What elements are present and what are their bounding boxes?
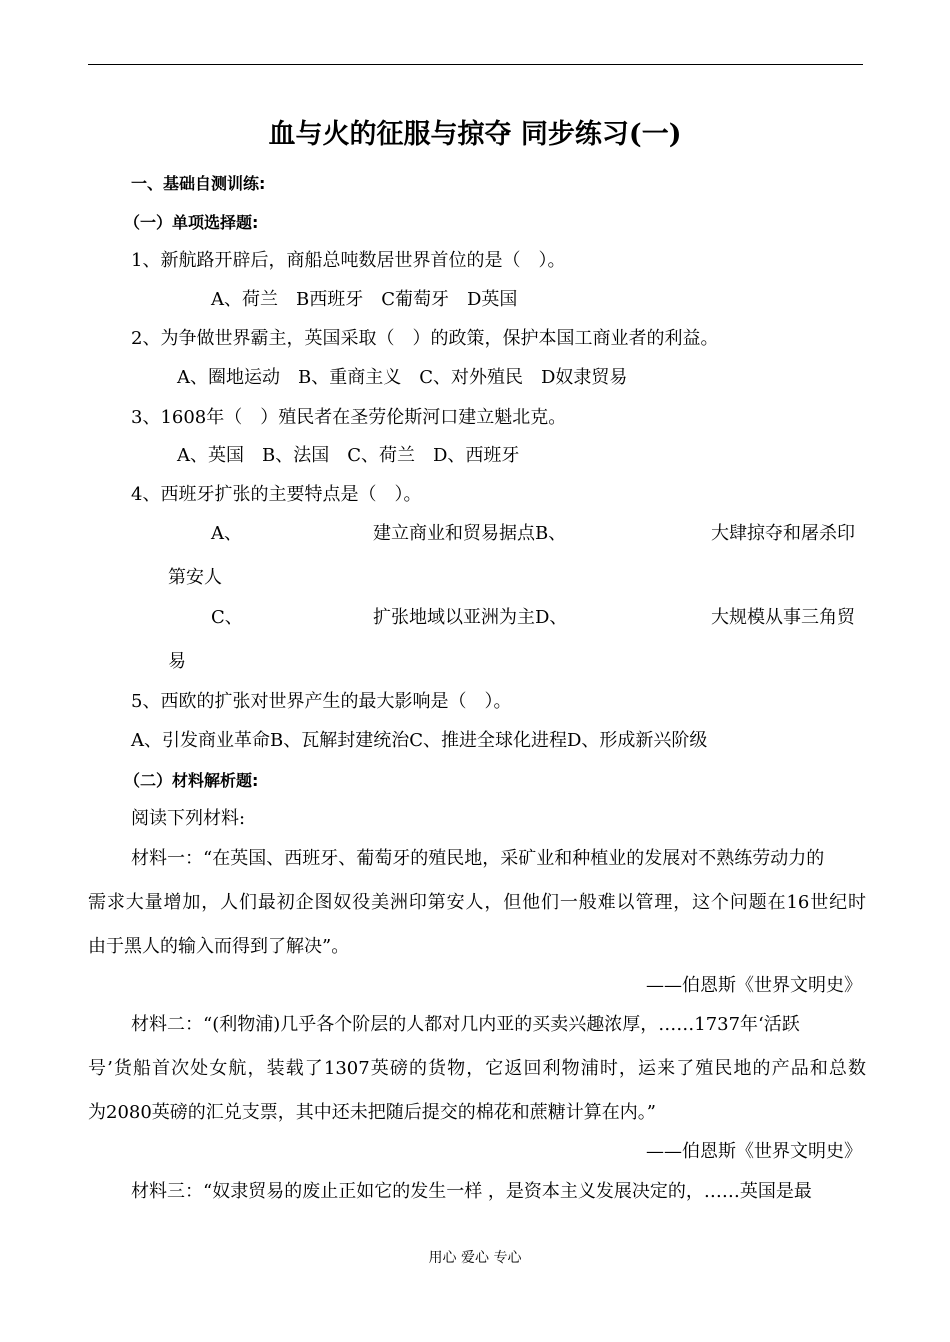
part-heading-choice: （一）单项选择题: — [124, 213, 259, 232]
question-4-option-a: 建立商业和贸易据点B、 — [373, 523, 567, 544]
question-4: 4、西班牙扩张的主要特点是（ ）。 — [131, 484, 422, 505]
page-footer: 用心 爱心 专心 — [428, 1250, 522, 1266]
question-2: 2、为争做世界霸主，英国采取（ ）的政策，保护本国工商业者的利益。 — [131, 328, 719, 349]
header-rule — [88, 64, 863, 65]
reading-instruction: 阅读下列材料: — [131, 808, 246, 829]
question-4-option-c-label: C、 — [211, 607, 243, 628]
question-4-option-d-cont: 易 — [168, 651, 186, 672]
question-3-options: A、英国 B、法国 C、荷兰 D、西班牙 — [177, 445, 520, 466]
question-4-option-c: 扩张地域以亚洲为主D、 — [373, 607, 568, 628]
part-heading-material: （二）材料解析题: — [124, 771, 259, 790]
material-1-line-3: 由于黑人的输入而得到了解决”。 — [88, 936, 350, 957]
material-1-source: ——伯恩斯《世界文明史》 — [646, 975, 862, 996]
question-4-option-b-cont: 第安人 — [168, 567, 222, 588]
material-2-line-3: 为2080英磅的汇兑支票，其中还未把随后提交的棉花和蔗糖计算在内。” — [88, 1102, 657, 1123]
question-5-options: A、引发商业革命B、瓦解封建统治C、推进全球化进程D、形成新兴阶级 — [131, 730, 708, 751]
question-2-options: A、圈地运动 B、重商主义 C、对外殖民 D奴隶贸易 — [177, 367, 628, 388]
section-heading-basic: 一、基础自测训练: — [131, 174, 266, 193]
material-2-source: ——伯恩斯《世界文明史》 — [646, 1141, 862, 1162]
page-title: 血与火的征服与掠夺 同步练习(一) — [268, 119, 682, 150]
material-2-line-2: 号’货船首次处女航，装载了1307英磅的货物，它返回利物浦时，运来了殖民地的产品和总数 — [88, 1058, 866, 1079]
question-4-option-d: 大规模从事三角贸 — [711, 607, 855, 628]
question-1-options: A、荷兰 B西班牙 C葡萄牙 D英国 — [211, 289, 518, 310]
question-5: 5、西欧的扩张对世界产生的最大影响是（ ）。 — [131, 691, 512, 712]
material-2-line-1: 材料二：“(利物浦)几乎各个阶层的人都对几内亚的买卖兴趣浓厚，……1737年‘活跃 — [131, 1014, 800, 1035]
material-1-line-1: 材料一：“在英国、西班牙、葡萄牙的殖民地，采矿业和种植业的发展对不熟练劳动力的 — [131, 848, 825, 869]
question-4-option-a-label: A、 — [211, 523, 242, 544]
material-3-line-1: 材料三：“奴隶贸易的废止正如它的发生一样 ，是资本主义发展决定的，……英国是最 — [131, 1181, 812, 1202]
question-1: 1、新航路开辟后，商船总吨数居世界首位的是（ ）。 — [131, 250, 566, 271]
question-3: 3、1608年（ ）殖民者在圣劳伦斯河口建立魁北克。 — [131, 407, 567, 428]
question-4-option-b: 大肆掠夺和屠杀印 — [711, 523, 855, 544]
material-1-line-2: 需求大量增加，人们最初企图奴役美洲印第安人，但他们一般难以管理，这个问题在16世纪时 — [88, 892, 866, 913]
